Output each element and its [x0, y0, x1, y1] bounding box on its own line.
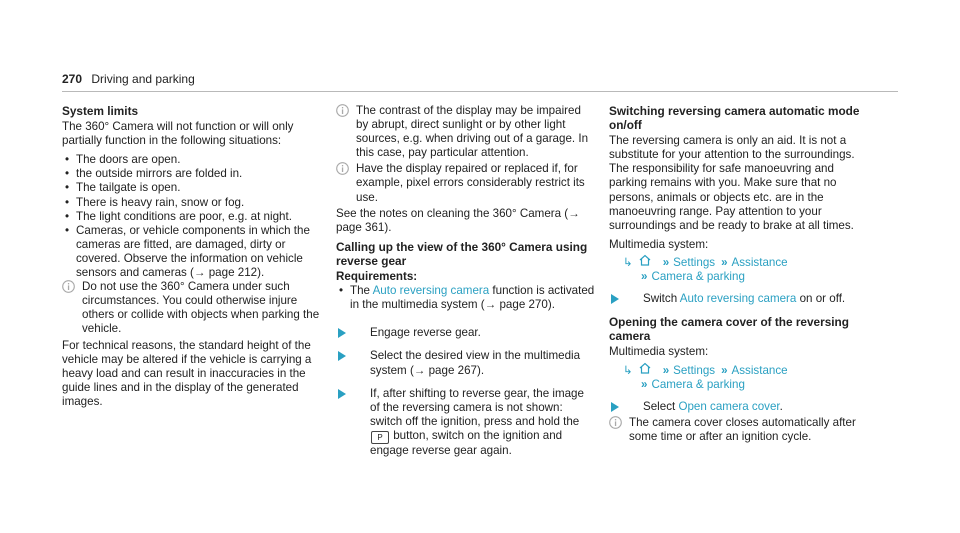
list-item: • Cameras, or vehicle components in which the cameras are fitted, are damaged, dirty or covered. Observe the information on vehicle sensors and cameras (→ page 212).	[62, 224, 320, 280]
requirements-list	[336, 284, 596, 312]
column-left	[62, 104, 320, 409]
menu-path	[623, 254, 871, 284]
double-chevron-icon: »	[721, 255, 728, 269]
note-text: The contrast of the display may be impaired by abrupt, direct sunlight or by other light sources, e.g. when driving out of a garage. In this case, pay particular attention.	[356, 104, 589, 160]
info-circle-icon	[336, 162, 349, 175]
step-toggle-auto-camera: Switch Auto reversing camera on or off.	[609, 292, 871, 306]
page-header	[62, 72, 195, 86]
list-item: • the outside mirrors are folded in.	[62, 167, 320, 181]
system-limits-heading: System limits	[62, 104, 139, 118]
automatic-mode-heading: Switching reversing camera automatic mode on/off	[609, 104, 860, 133]
technical-paragraph: For technical reasons, the standard height of the vehicle may be altered if the vehicle is carrying a heavy load and can result in inaccuracies in the guide lines and in the display of the generated images.	[62, 338, 312, 408]
menu-camera-parking[interactable]: Camera & parking	[651, 270, 745, 284]
menu-path	[623, 362, 871, 392]
note-block	[609, 416, 871, 444]
list-item: • The light conditions are poor, e.g. at night.	[62, 210, 320, 224]
column-middle	[336, 104, 596, 467]
list-item: • The doors are open.	[62, 153, 320, 167]
note-block	[62, 280, 320, 336]
camera-cover-heading: Opening the camera cover of the reversing camera	[609, 315, 849, 344]
step-reset-camera: If, after shifting to reverse gear, the image of the reversing camera is not shown: switch off the ignition, press and hold the P button, switch on the ignition and engage reverse gear again.	[336, 387, 596, 458]
limits-list	[62, 153, 320, 280]
step-open-cover: Select Open camera cover.	[609, 400, 871, 414]
double-chevron-icon: »	[641, 270, 648, 284]
system-limits-intro: The 360° Camera will not function or will only partially function in the following situations:	[62, 120, 294, 148]
multimedia-label: Multimedia system:	[609, 345, 709, 359]
note-block	[336, 162, 596, 204]
home-icon	[639, 254, 651, 270]
menu-assistance[interactable]: Assistance	[731, 255, 788, 269]
double-chevron-icon: »	[641, 377, 648, 391]
double-chevron-icon: »	[662, 363, 670, 377]
step-arrow-icon	[338, 328, 346, 338]
step-engage-reverse: Engage reverse gear.	[336, 326, 596, 340]
info-circle-icon	[609, 416, 622, 429]
open-camera-cover-option[interactable]: Open camera cover	[678, 399, 780, 413]
header-divider	[62, 91, 898, 92]
list-item: • The tailgate is open.	[62, 181, 320, 195]
note-block	[336, 104, 596, 160]
double-chevron-icon: »	[662, 255, 670, 269]
step-arrow-icon	[611, 402, 619, 412]
requirements-label: Requirements:	[336, 270, 418, 284]
return-arrow-icon: ↳	[623, 363, 633, 377]
note-text: Do not use the 360° Camera under such circumstances. You could otherwise injure others or collide with objects when parking the vehicle.	[82, 280, 320, 336]
cleaning-reference: See the notes on cleaning the 360° Camera (→ page 361).	[336, 206, 580, 234]
return-arrow-icon: ↳	[623, 255, 633, 269]
automatic-mode-paragraph: The reversing camera is only an aid. It is not a substitute for your attention to the surroundings. The responsibility for safe manoeuvring and parking remains with you. Make sure that no persons, animals or objects etc. are in the manoeuvring range. Pay attention to your surroundings and be ready to brake at all times.	[609, 134, 855, 232]
step-arrow-icon	[611, 294, 619, 304]
reverse-gear-heading: Calling up the view of the 360° Camera using reverse gear	[336, 239, 588, 268]
step-arrow-icon	[338, 351, 346, 361]
page-number: 270	[62, 72, 83, 86]
step-select-view: Select the desired view in the multimedia system (→ page 267).	[336, 349, 596, 377]
menu-settings[interactable]: Settings	[673, 363, 716, 377]
list-item: • There is heavy rain, snow or fog.	[62, 196, 320, 210]
menu-assistance[interactable]: Assistance	[731, 363, 788, 377]
column-right	[609, 104, 871, 446]
info-circle-icon	[336, 104, 349, 117]
info-circle-icon	[62, 280, 75, 293]
step-arrow-icon	[338, 389, 346, 399]
multimedia-label: Multimedia system:	[609, 237, 709, 251]
menu-settings[interactable]: Settings	[673, 255, 716, 269]
note-text: Have the display repaired or replaced if, for example, pixel errors considerably restrict its use.	[356, 162, 585, 204]
home-icon	[639, 362, 651, 378]
auto-reversing-camera-link: Auto reversing camera	[372, 284, 490, 298]
parking-button-icon: P	[371, 431, 389, 444]
list-item: • The Auto reversing camera function is activated in the multimedia system (→ page 270).	[336, 284, 596, 312]
menu-camera-parking[interactable]: Camera & parking	[651, 377, 745, 391]
auto-reversing-camera-option[interactable]: Auto reversing camera	[679, 292, 797, 306]
double-chevron-icon: »	[721, 363, 728, 377]
note-text: The camera cover closes automatically after some time or after an ignition cycle.	[629, 415, 856, 443]
section-title: Driving and parking	[91, 72, 195, 86]
